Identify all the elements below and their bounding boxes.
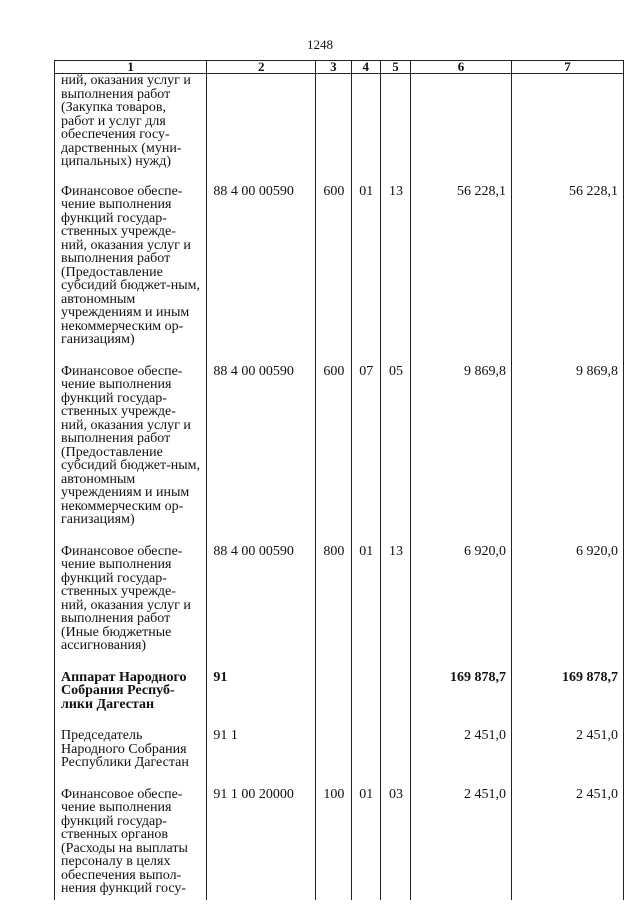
row-name: Председатель Народного Собрания Республики Дагестан <box>55 729 207 788</box>
row-col-5 <box>380 729 410 788</box>
header-col-4: 4 <box>351 61 380 74</box>
row-col-3 <box>316 671 351 730</box>
row-sum-6: 2 451,0 <box>411 729 512 788</box>
row-name: Финансовое обеспе-чение выполнения функций государ-ственных учрежде-ний, оказания услуг и выполнения работ (Предоставление субсидий бюджет-ным, автономным учреждениям и иным некоммерческим ор-ганизациям) <box>55 365 207 545</box>
row-sum-6: 9 869,8 <box>411 365 512 545</box>
row-name: Аппарат Народного Собрания Респуб-лики Дагестан <box>55 671 207 730</box>
row-col-3 <box>316 74 351 185</box>
row-code: 91 1 <box>207 729 316 788</box>
row-name: Финансовое обеспе-чение выполнения функций государ-ственных учрежде-ний, оказания услуг и выполнения работ (Иные бюджетные ассигнования) <box>55 545 207 671</box>
header-col-6: 6 <box>411 61 512 74</box>
row-sum-6: 56 228,1 <box>411 185 512 365</box>
row-col-3: 100 <box>316 788 351 900</box>
page-number: 1248 <box>307 37 333 52</box>
table-row <box>55 185 624 365</box>
row-code: 91 1 00 20000 <box>207 788 316 900</box>
row-sum-7: 56 228,1 <box>511 185 623 365</box>
row-col-5: 13 <box>380 545 410 671</box>
row-col-4: 07 <box>351 365 380 545</box>
row-col-3: 600 <box>316 185 351 365</box>
row-col-5 <box>380 74 410 185</box>
row-code: 88 4 00 00590 <box>207 185 316 365</box>
row-sum-7: 9 869,8 <box>511 365 623 545</box>
row-col-4 <box>351 671 380 730</box>
row-code: 88 4 00 00590 <box>207 365 316 545</box>
header-col-1: 1 <box>55 61 207 74</box>
header-col-7: 7 <box>511 61 623 74</box>
table-row <box>55 545 624 671</box>
row-col-4 <box>351 729 380 788</box>
row-col-4: 01 <box>351 545 380 671</box>
row-code: 88 4 00 00590 <box>207 545 316 671</box>
row-col-3 <box>316 729 351 788</box>
row-col-4 <box>351 74 380 185</box>
row-col-5 <box>380 671 410 730</box>
row-name: Финансовое обеспе-чение выполнения функций государ-ственных учрежде-ний, оказания услуг и выполнения работ (Предоставление субсидий бюджет-ным, автономным учреждениям и иным некоммерческим ор-ганизациям) <box>55 185 207 365</box>
row-code: 91 <box>207 671 316 730</box>
table-row <box>55 365 624 545</box>
row-sum-6: 6 920,0 <box>411 545 512 671</box>
row-col-5: 13 <box>380 185 410 365</box>
row-col-5: 03 <box>380 788 410 900</box>
header-row <box>55 61 624 74</box>
row-col-3: 800 <box>316 545 351 671</box>
header-col-2: 2 <box>207 61 316 74</box>
header-col-3: 3 <box>316 61 351 74</box>
row-col-4: 01 <box>351 788 380 900</box>
row-code <box>207 74 316 185</box>
row-col-4: 01 <box>351 185 380 365</box>
row-sum-6: 169 878,7 <box>411 671 512 730</box>
row-col-5: 05 <box>380 365 410 545</box>
row-sum-7: 169 878,7 <box>511 671 623 730</box>
row-sum-7: 2 451,0 <box>511 729 623 788</box>
table-row <box>55 671 624 730</box>
row-sum-7 <box>511 74 623 185</box>
table-row <box>55 729 624 788</box>
table-row <box>55 788 624 900</box>
budget-table <box>54 60 624 900</box>
row-sum-7: 6 920,0 <box>511 545 623 671</box>
row-sum-6: 2 451,0 <box>411 788 512 900</box>
header-col-5: 5 <box>380 61 410 74</box>
row-name: Финансовое обеспе-чение выполнения функций государ-ственных органов (Расходы на выплаты персоналу в целях обеспечения выпол-нения функций госу- <box>55 788 207 900</box>
row-name: ний, оказания услуг и выполнения работ (Закупка товаров, работ и услуг для обеспечения госу-дарственных (муни-ципальных) нужд) <box>55 74 207 185</box>
row-sum-6 <box>411 74 512 185</box>
row-sum-7: 2 451,0 <box>511 788 623 900</box>
row-col-3: 600 <box>316 365 351 545</box>
table-row <box>55 74 624 185</box>
